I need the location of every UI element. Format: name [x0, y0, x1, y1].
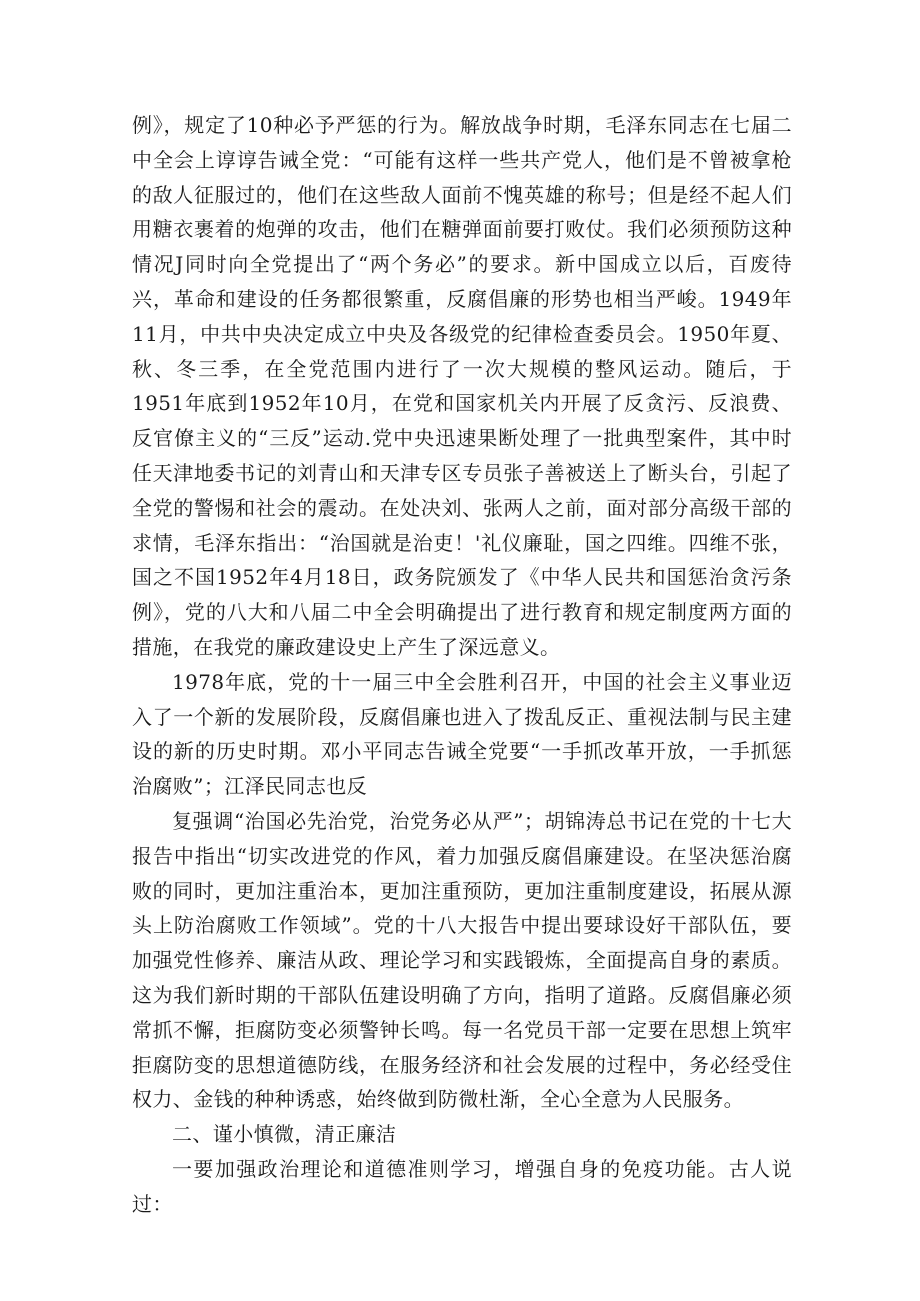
paragraph-history-1: 例》，规定了10种必予严惩的行为。解放战争时期，毛泽东同志在七届二中全会上谆谆告诫全党：“可能有这样一些共产党人，他们是不曾被拿枪的敌人征服过的，他们在这些敌人面前不愧英雄的称号；但是经不起人们用糖衣裹着的炮弹的攻击，他们在糖弹面前要打败仗。我们必须预防这种情况J同时向全党提出了“两个务必”的要求。新中国成立以后，百废待兴，革命和建设的任务都很繁重，反腐倡廉的形势也相当严峻。1949年11月，中共中央决定成立中央及各级党的纪律检查委员会。1950年夏、秋、冬三季，在全党范围内进行了一次大规模的整风运动。随后，于1951年底到1952年10月，在党和国家机关内开展了反贪污、反浪费、反官僚主义的“三反”运动.党中央迅速果断处理了一批典型案件，其中时任天津地委书记的刘青山和天津专区专员张子善被送上了断头台，引起了全党的警惕和社会的震动。在处决刘、张两人之前，面对部分高级干部的求情，毛泽东指出：“治国就是治吏！'礼仪廉耻，国之四维。四维不张，国之不国1952年4月18日，政务院颁发了《中华人民共和国惩治贪污条例》，党的八大和八届二中全会明确提出了进行教育和规定制度两方面的措施，在我党的廉政建设史上产生了深远意义。 [132, 113, 792, 659]
paragraph-party-leadership: 复强调“治国必先治党，治党务必从严”；胡锦涛总书记在党的十七大报告中指出“切实改进党的作风，着力加强反腐倡廉建设。在坚决惩治腐败的同时，更加注重治本，更加注重预防，更加注重制度建设，拓展从源头上防治腐败工作领域”。党的十八大报告中提出要球设好干部队伍，要加强党性修养、廉洁从政、理论学习和实践锻炼，全面提高自身的素质。这为我们新时期的干部队伍建设明确了方向，指明了道路。反腐倡廉必须常抓不懈，拒腐防变必须警钟长鸣。每一名党员干部一定要在思想上筑牢拒腐防变的思想道德防线，在服务经济和社会发展的过程中，务必经受住权力、金钱的种种诱惑，始终做到防微杜渐，全心全意为人民服务。 [132, 808, 792, 1112]
paragraph-study: 一要加强政治理论和道德准则学习，增强自身的免疫功能。古人说过： [132, 1156, 792, 1216]
document-body [132, 108, 792, 1222]
section-heading-two: 二、谨小慎微，清正廉洁 [172, 1122, 397, 1147]
paragraph-reform-era: 1978年底，党的十一届三中全会胜利召开，中国的社会主义事业迈入了一个新的发展阶段，反腐倡廉也进入了拨乱反正、重视法制与民主建设的新的历史时期。邓小平同志告诫全党要“一手抓改革开放，一手抓惩治腐败”；江泽民同志也反 [132, 669, 792, 799]
